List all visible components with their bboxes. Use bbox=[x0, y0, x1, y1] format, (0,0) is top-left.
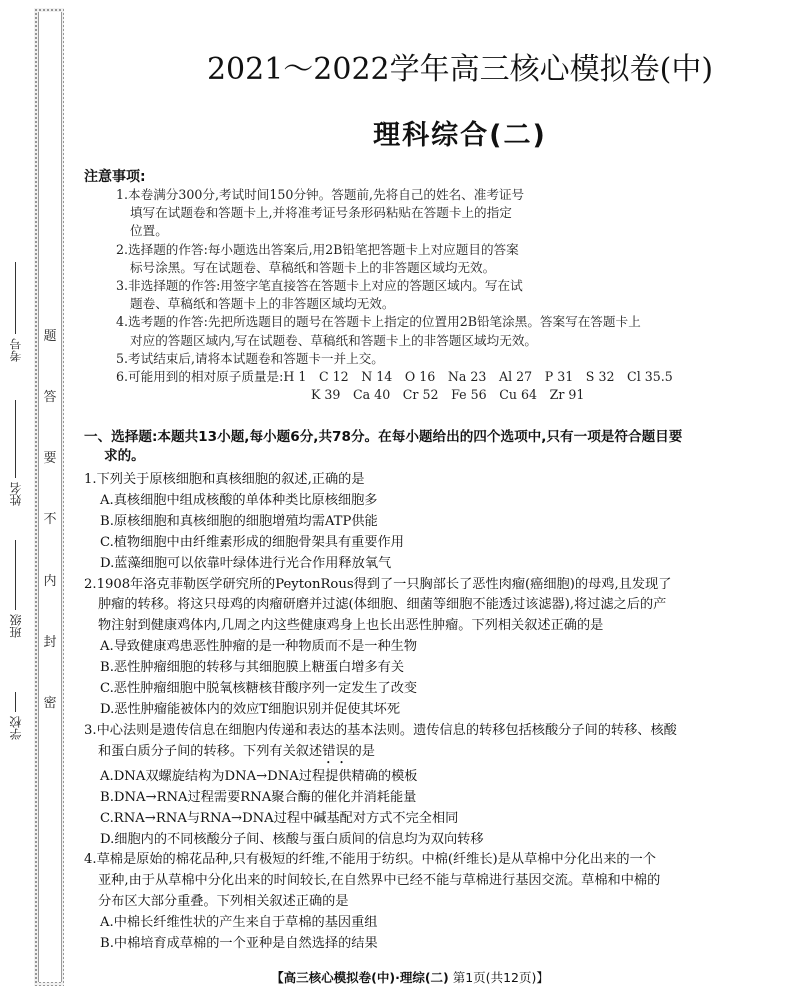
option-b: B.DNA→RNA过程需要RNA聚合酶的催化并消耗能量 bbox=[100, 789, 417, 805]
option-a: A.真核细胞中组成核酸的单体种类比原核细胞多 bbox=[100, 492, 378, 508]
school-field-line bbox=[15, 692, 16, 712]
stem-line: 肿瘤的转移。将这只母鸡的肉瘤研磨并过滤(体细胞、细菌等细胞不能透过该滤器),将过滤之后的产 bbox=[98, 597, 667, 613]
option-c: C.恶性肿瘤细胞中脱氧核糖核苷酸序列一定发生了改变 bbox=[100, 681, 418, 697]
note-item bbox=[116, 186, 746, 241]
note-line: 填写在试题卷和答题卡上,并将准考证号条形码粘贴在答题卡上的指定 bbox=[130, 205, 512, 221]
school-field[interactable] bbox=[2, 692, 28, 740]
option-b: B.中棉培育成草棉的一个亚种是自然选择的结果 bbox=[100, 936, 378, 952]
stem-text: 和蛋白质分子间的转移。下列有关叙述 bbox=[98, 743, 323, 759]
note-item-elements bbox=[116, 368, 746, 404]
class-field[interactable] bbox=[2, 540, 28, 638]
note-line: 标号涂黑。写在试题卷、草稿纸和答题卡上的非答题区域均无效。 bbox=[130, 259, 496, 275]
note-item bbox=[116, 313, 746, 349]
seal-notice bbox=[41, 330, 59, 710]
name-label: 姓名 bbox=[8, 482, 23, 506]
question bbox=[84, 470, 746, 575]
stem-line: 物注射到健康鸡体内,几周之内这些健康鸡身上也长出恶性肿瘤。下列相关叙述正确的是 bbox=[98, 618, 604, 634]
option-a: A.中棉长纤维性状的产生来自于草棉的基因重组 bbox=[100, 915, 378, 931]
notes-list bbox=[116, 186, 746, 404]
question bbox=[84, 575, 746, 721]
option-a: A.DNA双螺旋结构为DNA→DNA过程提供精确的模板 bbox=[100, 768, 418, 784]
elements-row: 6.可能用到的相对原子质量是:H 1 C 12 N 14 O 16 Na 23 Al 27 P 31 S 32 Cl 35.5 bbox=[116, 369, 673, 385]
section-heading bbox=[84, 428, 744, 466]
question-stem bbox=[84, 721, 746, 767]
seal-notice-char: 封 bbox=[43, 634, 57, 650]
seal-notice-char: 答 bbox=[43, 390, 57, 406]
elements-row: K 39 Ca 40 Cr 52 Fe 56 Cu 64 Zr 91 bbox=[311, 387, 585, 403]
seal-notice-char: 题 bbox=[43, 329, 57, 344]
page-footer bbox=[160, 968, 660, 986]
question-stem bbox=[84, 575, 746, 638]
question-list bbox=[84, 470, 746, 955]
stem-line: 2.1908年洛克菲勒医学研究所的PeytonRous得到了一只胸部长了恶性肉瘤(癌细胞)的母鸡,且发现了 bbox=[84, 576, 672, 592]
notes-heading: 注意事项: bbox=[84, 169, 146, 185]
exam-number-field-line bbox=[15, 262, 16, 334]
option-d: D.恶性肿瘤能被体内的效应T细胞识别并促使其坏死 bbox=[100, 701, 401, 717]
name-field-line bbox=[15, 400, 16, 478]
question bbox=[84, 721, 746, 851]
section-heading-line: 求的。 bbox=[104, 448, 145, 464]
class-label: 班级 bbox=[8, 614, 23, 638]
class-field-line bbox=[15, 540, 16, 610]
paper-subtitle: 理科综合(二) bbox=[373, 120, 547, 151]
stem-line: 4.草棉是原始的棉花品种,只有极短的纤维,不能用于纺织。中棉(纤维长)是从草棉中分化出来的一个 bbox=[84, 852, 656, 868]
note-item bbox=[116, 277, 746, 313]
stem-line bbox=[84, 742, 746, 767]
stem-line: 3.中心法则是遗传信息在细胞内传递和表达的基本法则。遗传信息的转移包括核酸分子间的转移、核酸 bbox=[84, 722, 677, 738]
seal-notice-char: 内 bbox=[43, 573, 57, 589]
stem-emphasis: 错误 bbox=[322, 743, 349, 759]
note-line: 对应的答题区域内,写在试题卷、草稿纸和答题卡上的非答题区域均无效。 bbox=[130, 332, 538, 348]
school-label: 学校 bbox=[8, 716, 23, 740]
option-c: C.RNA→RNA与RNA→DNA过程中碱基配对方式不完全相同 bbox=[100, 810, 459, 826]
section-heading-line: 一、选择题:本题共13小题,每小题6分,共78分。在每小题给出的四个选项中,只有一项是符合题目要 bbox=[84, 429, 683, 445]
option-d: D.细胞内的不同核酸分子间、核酸与蛋白质间的信息均为双向转移 bbox=[100, 831, 484, 847]
note-line: 2.选择题的作答:每小题选出答案后,用2B铅笔把答题卡上对应题目的答案 bbox=[116, 241, 519, 257]
note-line: 4.选考题的作答:先把所选题目的题号在答题卡上指定的位置用2B铅笔涂黑。答案写在答题卡上 bbox=[116, 314, 641, 330]
seal-notice-char: 密 bbox=[43, 695, 57, 711]
stem-line: 分布区大部分重叠。下列相关叙述正确的是 bbox=[98, 894, 349, 910]
option-b: B.恶性肿瘤细胞的转移与其细胞膜上糖蛋白增多有关 bbox=[100, 660, 405, 676]
footer-label: 【高三核心模拟卷(中)·理综(二) bbox=[271, 970, 449, 985]
note-line: 5.考试结束后,请将本试题卷和答题卡一并上交。 bbox=[116, 350, 384, 366]
note-item bbox=[116, 350, 746, 368]
seal-notice-char: 要 bbox=[43, 451, 57, 467]
note-line: 3.非选择题的作答:用签字笔直接答在答题卡上对应的答题区域内。写在试 bbox=[116, 278, 523, 294]
exam-number-label: 考号 bbox=[8, 338, 23, 362]
stem-line: 亚种,由于从草棉中分化出来的时间较长,在自然界中已经不能与草棉进行基因交流。草棉和中棉的 bbox=[98, 873, 661, 889]
name-field[interactable] bbox=[2, 400, 28, 506]
exam-number-field[interactable] bbox=[2, 262, 28, 362]
option-b: B.原核细胞和真核细胞的细胞增殖均需ATP供能 bbox=[100, 513, 378, 529]
stem-text: 的是 bbox=[348, 743, 375, 759]
note-item bbox=[116, 241, 746, 277]
option-a: A.导致健康鸡患恶性肿瘤的是一种物质而不是一种生物 bbox=[100, 639, 418, 655]
note-line: 1.本卷满分300分,考试时间150分钟。答题前,先将自己的姓名、准考证号 bbox=[116, 187, 525, 202]
note-line: 题卷、草稿纸和答题卡上的非答题区域均无效。 bbox=[130, 296, 395, 312]
option-c: C.植物细胞中由纤维素形成的细胞骨架具有重要作用 bbox=[100, 534, 404, 550]
paper-title: 2021～2022学年高三核心模拟卷(中) bbox=[206, 52, 714, 87]
question bbox=[84, 850, 746, 955]
footer-page: 第1页(共12页)】 bbox=[452, 970, 549, 985]
question-stem bbox=[84, 470, 746, 491]
note-line: 位置。 bbox=[130, 223, 168, 239]
seal-notice-char: 不 bbox=[43, 512, 57, 528]
option-d: D.蓝藻细胞可以依靠叶绿体进行光合作用释放氧气 bbox=[100, 555, 392, 571]
stem-line: 1.下列关于原核细胞和真核细胞的叙述,正确的是 bbox=[84, 472, 365, 487]
question-stem bbox=[84, 850, 746, 913]
